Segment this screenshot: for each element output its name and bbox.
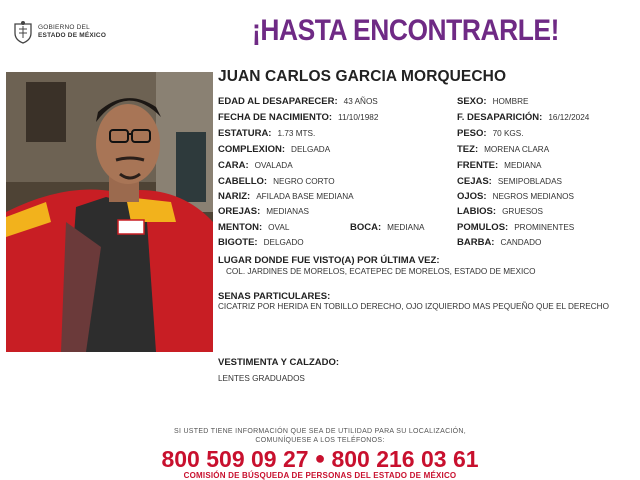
label-cejas: CEJAS:: [457, 176, 492, 187]
field-cabello: [218, 176, 335, 187]
label-cabello: CABELLO:: [218, 176, 268, 187]
field-edad: [218, 96, 378, 107]
value-orejas: MEDIANAS: [266, 207, 309, 216]
value-estatura: 1.73 MTS.: [277, 129, 316, 138]
separator-dot: ●: [314, 448, 326, 468]
label-frente: FRENTE:: [457, 160, 499, 171]
logo-line-2: ESTADO DE MÉXICO: [38, 32, 107, 39]
field-fecha-desaparicion: [457, 112, 589, 123]
field-cejas: [457, 176, 562, 187]
label-bigote: BIGOTE:: [218, 237, 258, 248]
value-sexo: HOMBRE: [492, 97, 529, 106]
field-nariz: [218, 191, 354, 202]
value-frente: MEDIANA: [504, 161, 542, 170]
value-boca: MEDIANA: [387, 223, 425, 232]
label-nariz: NARIZ:: [218, 191, 251, 202]
field-boca: [350, 222, 424, 233]
senas-label: SENAS PARTICULARES:: [218, 291, 331, 302]
value-barba: CANDADO: [500, 238, 542, 247]
label-ojos: OJOS:: [457, 191, 487, 202]
label-pomulos: POMULOS:: [457, 222, 509, 233]
label-barba: BARBA:: [457, 237, 495, 248]
field-labios: [457, 206, 543, 217]
value-bigote: DELGADO: [263, 238, 304, 247]
label-cara: CARA:: [218, 160, 249, 171]
value-cara: OVALADA: [254, 161, 293, 170]
lugar-value: COL. JARDINES DE MORELOS, ECATEPEC DE MORELOS, ESTADO DE MEXICO: [226, 267, 536, 276]
senas-value: CICATRIZ POR HERIDA EN TOBILLO DERECHO, OJO IZQUIERDO MAS PEQUEÑO QUE EL DERECHO: [218, 302, 609, 311]
label-complexion: COMPLEXION:: [218, 144, 286, 155]
phone-numbers: [0, 446, 640, 473]
value-fecha-desaparicion: 16/12/2024: [548, 113, 590, 122]
field-frente: [457, 160, 541, 171]
field-tez: [457, 144, 549, 155]
person-name: JUAN CARLOS GARCIA MORQUECHO: [218, 68, 507, 85]
label-boca: BOCA:: [350, 222, 382, 233]
value-labios: GRUESOS: [502, 207, 544, 216]
field-peso: [457, 128, 524, 139]
field-fecha-nacimiento: [218, 112, 378, 123]
value-fecha-nacimiento: 11/10/1982: [338, 113, 379, 122]
value-edad: 43 AÑOS: [343, 97, 378, 106]
field-cara: [218, 160, 293, 171]
info-line-2: COMUNÍQUESE A LOS TELÉFONOS:: [255, 437, 385, 444]
label-menton: MENTON:: [218, 222, 263, 233]
value-ojos: NEGROS MEDIANOS: [492, 192, 574, 201]
field-orejas: [218, 206, 309, 217]
info-line-1: SI USTED TIENE INFORMACIÓN QUE SEA DE UTILIDAD PARA SU LOCALIZACIÓN,: [173, 428, 467, 435]
info-text: [0, 427, 640, 445]
field-sexo: [457, 96, 529, 107]
value-peso: 70 KGS.: [492, 129, 524, 138]
value-menton: OVAL: [268, 223, 290, 232]
label-tez: TEZ:: [457, 144, 479, 155]
phone-1[interactable]: 800 509 09 27: [161, 446, 309, 472]
logo-text: [38, 24, 106, 40]
lugar-label: LUGAR DONDE FUE VISTO(A) POR ÚLTIMA VEZ:: [218, 255, 440, 266]
value-tez: MORENA CLARA: [484, 145, 550, 154]
government-logo: [12, 18, 112, 46]
field-pomulos: [457, 222, 574, 233]
field-complexion: [218, 144, 330, 155]
field-bigote: [218, 237, 304, 248]
vestimenta-label: VESTIMENTA Y CALZADO:: [218, 357, 340, 368]
label-orejas: OREJAS:: [218, 206, 261, 217]
value-complexion: DELGADA: [291, 145, 331, 154]
commission-name: COMISIÓN DE BÚSQUEDA DE PERSONAS DEL ESTADO DE MÉXICO: [183, 471, 457, 480]
label-edad: EDAD AL DESAPARECER:: [218, 96, 338, 107]
label-labios: LABIOS:: [457, 206, 497, 217]
state-seal-icon: [12, 20, 34, 44]
field-barba: [457, 237, 541, 248]
field-menton: [218, 222, 289, 233]
field-ojos: [457, 191, 574, 202]
logo-line-1: GOBIERNO DEL: [38, 24, 90, 31]
phone-2[interactable]: 800 216 03 61: [331, 446, 479, 472]
photo-illustration: [6, 72, 213, 352]
label-fecha-desaparicion: F. DESAPARICIÓN:: [457, 112, 543, 123]
headline: ¡HASTA ENCONTRARLE!: [252, 14, 559, 47]
value-cejas: SEMIPOBLADAS: [497, 177, 563, 186]
value-nariz: AFILADA BASE MEDIANA: [256, 192, 354, 201]
field-estatura: [218, 128, 315, 139]
label-sexo: SEXO:: [457, 96, 487, 107]
label-peso: PESO:: [457, 128, 487, 139]
label-estatura: ESTATURA:: [218, 128, 272, 139]
label-fecha-nacimiento: FECHA DE NACIMIENTO:: [218, 112, 332, 123]
value-cabello: NEGRO CORTO: [273, 177, 335, 186]
vestimenta-value: LENTES GRADUADOS: [218, 374, 305, 383]
value-pomulos: PROMINENTES: [514, 223, 575, 232]
person-photo: [6, 72, 213, 352]
